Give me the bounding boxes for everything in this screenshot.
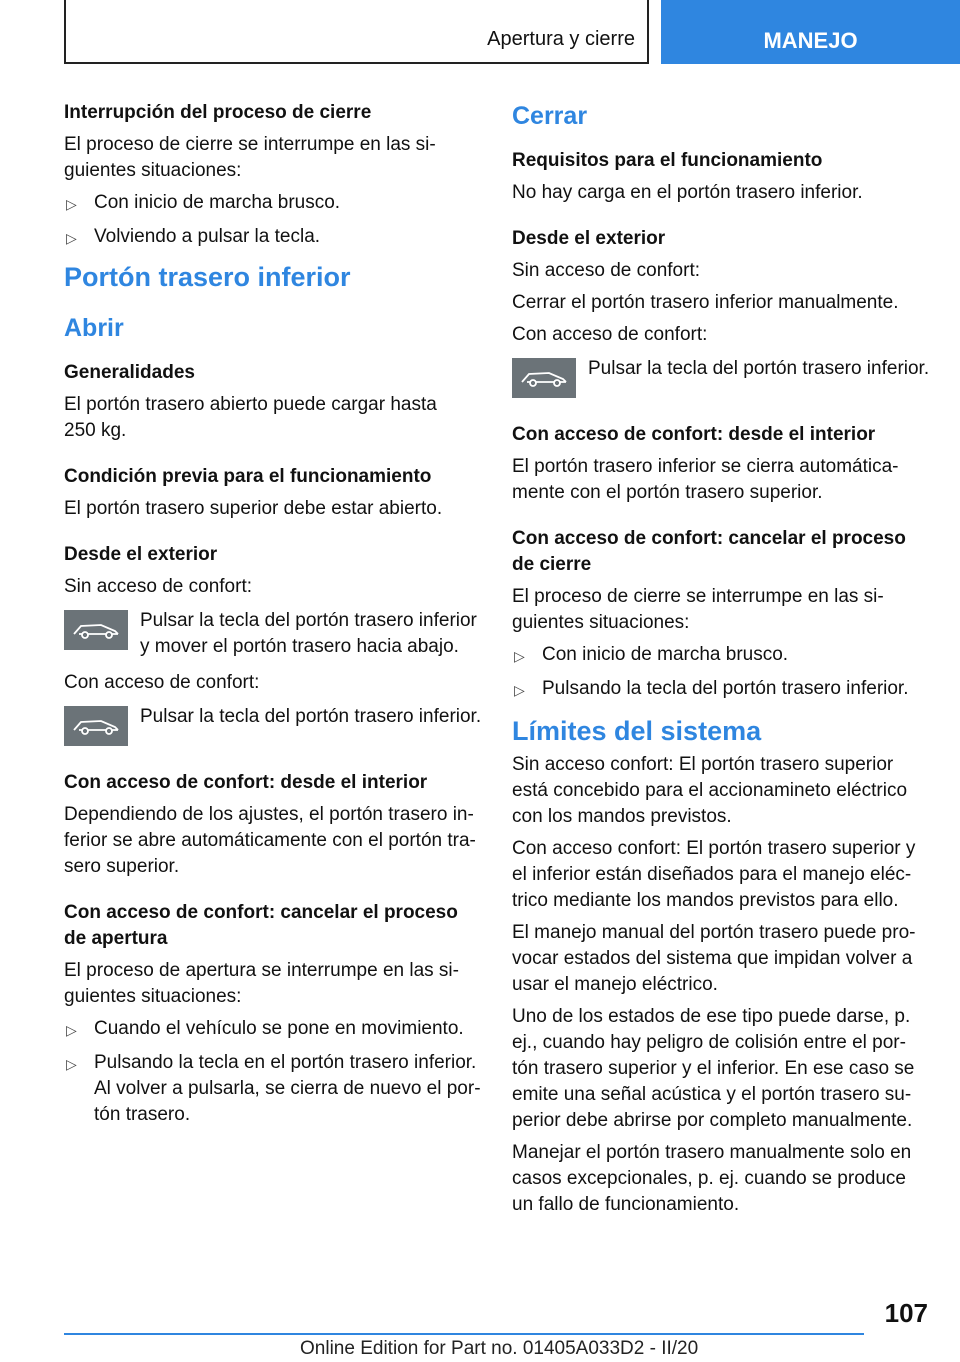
tailgate-button-icon (64, 706, 128, 746)
general-heading: Generalidades (64, 362, 195, 383)
general-text: El portón trasero abierto puede cargar hasta 250 kg. (64, 394, 437, 441)
action-step (64, 704, 482, 746)
inside-heading: Con acceso de confort: desde el interior (512, 424, 876, 445)
limits-paragraph: Manejar el portón trasero manualmente solo en casos excepcionales, p. ej. cuando se produce un fallo de funcionamiento. (512, 1142, 912, 1215)
triangle-bullet-icon: ▷ (514, 648, 525, 664)
requirements-text: No hay carga en el portón trasero inferior. (512, 182, 863, 203)
open-heading: Abrir (64, 314, 124, 342)
requirements-heading: Requisitos para el funcionamiento (512, 150, 823, 171)
action-text: Pulsar la tecla del portón trasero inferior. (140, 706, 482, 727)
lower-tailgate-heading: Portón trasero inferior (64, 262, 351, 292)
triangle-bullet-icon: ▷ (66, 230, 77, 246)
list-item: ▷ Pulsando la tecla en el portón trasero inferior. Al volver a pulsarla, se cierra de nuevo el por-tón trasero. (66, 1052, 481, 1125)
list-item: ▷ Pulsando la tecla del portón trasero inferior. (512, 676, 932, 702)
tailgate-button-icon (512, 358, 576, 398)
interrupt-heading: Interrupción del proceso de cierre (64, 102, 372, 123)
interrupt-text: El proceso de cierre se interrumpe en las si-guientes situaciones: (64, 134, 436, 181)
limits-paragraph: Con acceso confort: El portón trasero superior y el inferior están diseñados para el manejo eléc-trico mediante los mandos previstos para ello. (512, 838, 916, 911)
cancel-text: El proceso de cierre se interrumpe en las si-guientes situaciones: (512, 586, 884, 633)
limits-paragraph: El manejo manual del portón trasero puede pro-vocar estados del sistema que impidan volver a usar el manejo eléctrico. (512, 922, 916, 995)
page-header (0, 0, 960, 66)
inside-text: Dependiendo de los ajustes, el portón trasero in-ferior se abre automáticamente con el portón tra-sero superior. (64, 804, 476, 877)
header-section-box (64, 0, 649, 64)
action-step (512, 356, 932, 398)
outside-heading: Desde el exterior (512, 228, 666, 249)
cancel-list (512, 642, 932, 702)
left-column (64, 100, 482, 1136)
comfort-label: Con acceso de confort: (512, 324, 708, 345)
cancel-text: El proceso de apertura se interrumpe en las si-guientes situaciones: (64, 960, 459, 1007)
action-text: Pulsar la tecla del portón trasero inferior. (588, 358, 930, 379)
interrupt-list (64, 190, 482, 250)
precondition-heading: Condición previa para el funcionamiento (64, 466, 432, 487)
header-chapter-tab (661, 0, 960, 64)
footer-edition: Online Edition for Part no. 01405A033D2 - II/20 (300, 1338, 699, 1359)
tailgate-button-icon (64, 610, 128, 650)
header-chapter-label: MANEJO (763, 28, 858, 53)
outside-heading: Desde el exterior (64, 544, 218, 565)
header-section-title: Apertura y cierre (487, 28, 635, 50)
triangle-bullet-icon: ▷ (66, 196, 77, 212)
triangle-bullet-icon: ▷ (514, 682, 525, 698)
page-number: 107 (884, 1298, 928, 1328)
close-heading: Cerrar (512, 102, 588, 130)
list-item: ▷ Cuando el vehículo se pone en movimiento. (64, 1016, 482, 1042)
cancel-heading: Con acceso de confort: cancelar el proceso de apertura (64, 902, 458, 949)
comfort-label: Con acceso de confort: (64, 672, 260, 693)
footer-divider (64, 1333, 864, 1335)
limits-paragraph: Uno de los estados de ese tipo puede darse, p. ej., cuando hay peligro de colisión entre el por-tón trasero superior y el inferior. En ese caso se emite una señal acústica y el portón trasero su-perior debe abrirse por completo manualmente. (512, 1006, 915, 1131)
triangle-bullet-icon: ▷ (66, 1022, 77, 1038)
list-item: ▷ Con inicio de marcha brusco. (64, 190, 482, 216)
inside-text: El portón trasero inferior se cierra automática-mente con el portón trasero superior. (512, 456, 899, 503)
no-comfort-label: Sin acceso de confort: (512, 260, 700, 281)
right-column (512, 100, 932, 1224)
action-step (64, 608, 482, 660)
action-text: Pulsar la tecla del portón trasero inferior y mover el portón trasero hacia abajo. (140, 610, 477, 657)
limits-heading: Límites del sistema (512, 716, 762, 746)
list-item: ▷ Con inicio de marcha brusco. (512, 642, 932, 668)
no-comfort-label: Sin acceso de confort: (64, 576, 252, 597)
list-item: ▷ Volviendo a pulsar la tecla. (64, 224, 482, 250)
inside-heading: Con acceso de confort: desde el interior (64, 772, 428, 793)
no-comfort-text: Cerrar el portón trasero inferior manualmente. (512, 292, 899, 313)
limits-paragraph: Sin acceso confort: El portón trasero superior está concebido para el accionamineto eléctrico con los mandos previstos. (512, 754, 908, 827)
precondition-text: El portón trasero superior debe estar abierto. (64, 498, 443, 519)
cancel-heading: Con acceso de confort: cancelar el proceso de cierre (512, 528, 906, 575)
cancel-list (64, 1016, 482, 1128)
triangle-bullet-icon: ▷ (66, 1056, 77, 1072)
